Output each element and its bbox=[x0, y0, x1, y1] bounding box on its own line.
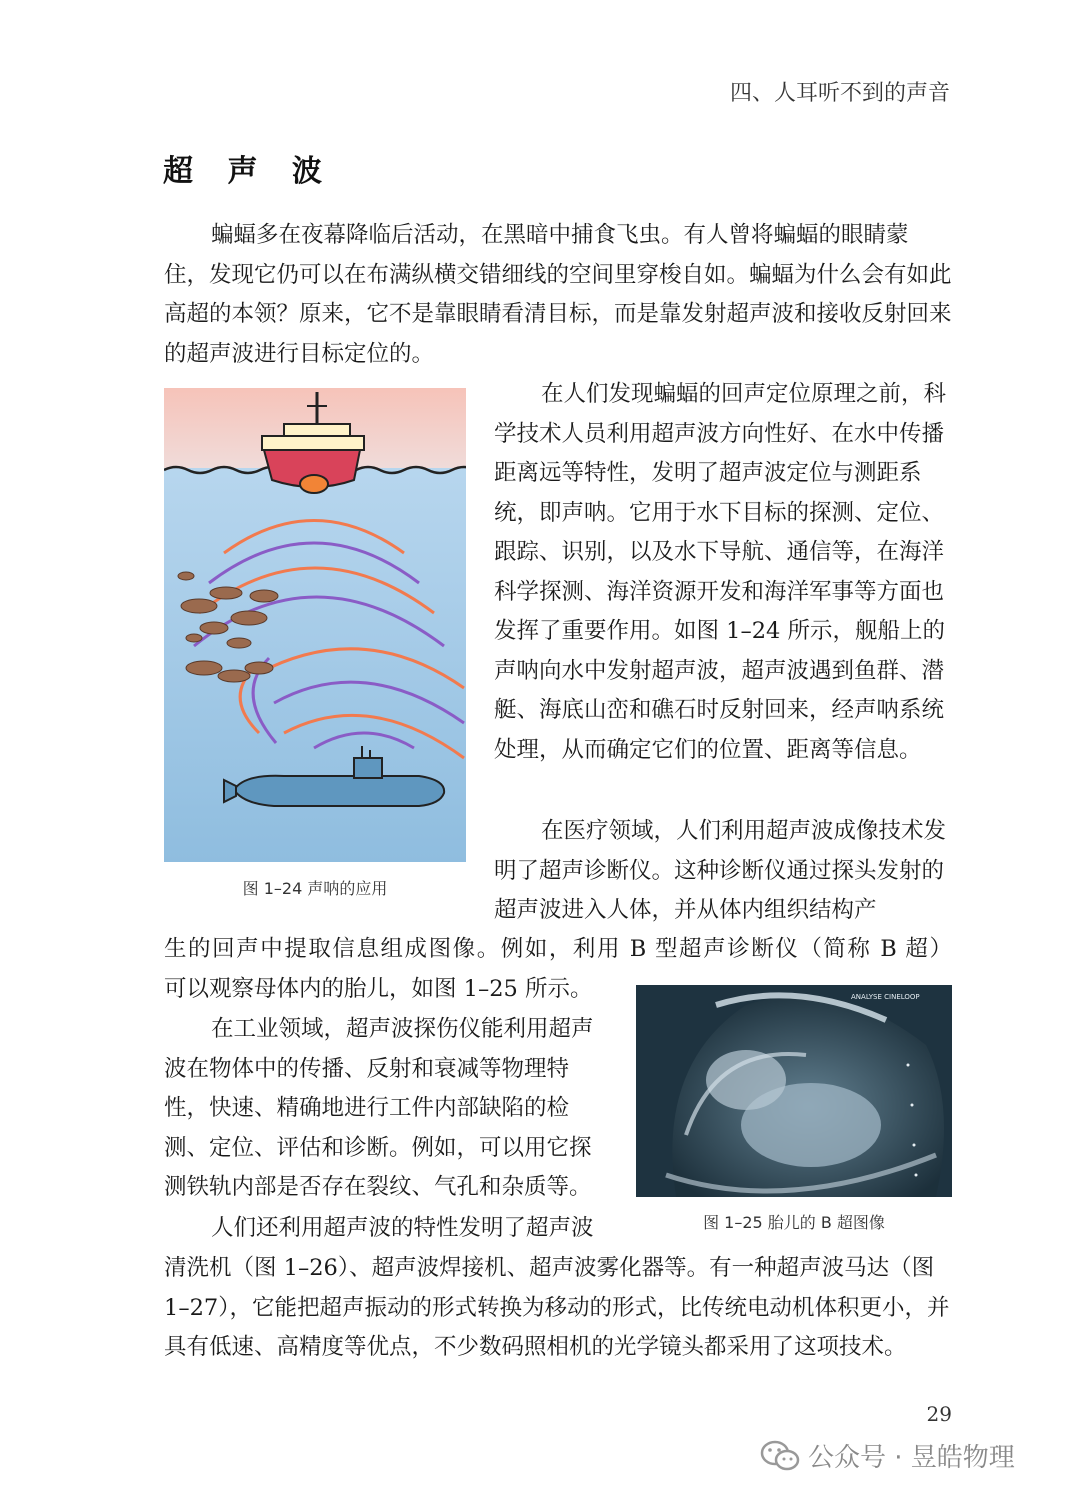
paragraph-medical: 在医疗领域，人们利用超声波成像技术发明了超声诊断仪。这种诊断仪通过探头发射的超声波进入人体，并从体内组织结构产 bbox=[494, 818, 947, 923]
paragraph-medical-cont: 生的回声中提取信息组成图像。例如，利用 B 型超声诊断仪（简称 B 超） bbox=[164, 936, 952, 962]
section-title: 超 声 波 bbox=[163, 154, 334, 189]
figure-caption-ultrasound: 图 1–25 胎儿的 B 超图像 bbox=[703, 1213, 885, 1232]
paragraph-sonar: 在人们发现蝙蝠的回声定位原理之前，科学技术人员利用超声波方向性好、在水中传播距离远等特性，发明了超声波定位与测距系统，即声呐。它用于水下目标的探测、定位、跟踪、识别，以及水下导航、通信等，在海洋科学探测、海洋资源开发和海洋军事等方面也发挥了重要作用。如图 1–24 所示，舰船上的声呐向水中发射超声波，超声波遇到鱼群、潜艇、海底山峦和礁石时反射回来，经声呐系统处理，从而确定它们的位置、距离等信息。 bbox=[494, 381, 947, 763]
paragraph-bats: 蝙蝠多在夜幕降临后活动，在黑暗中捕食飞虫。有人曾将蝙蝠的眼睛蒙住，发现它仍可以在布满纵横交错细线的空间里穿梭自如。蝙蝠为什么会有如此高超的本领？原来，它不是靠眼睛看清目标，而是靠发射超声波和接收反射回来的超声波进行目标定位的。 bbox=[164, 222, 952, 367]
page-number: 29 bbox=[926, 1402, 952, 1426]
sonar-figure bbox=[164, 388, 466, 862]
ultrasound-image bbox=[636, 985, 952, 1197]
chapter-header: 四、人耳听不到的声音 bbox=[729, 81, 950, 106]
figure-caption-sonar: 图 1–24 声呐的应用 bbox=[242, 879, 388, 898]
sonar-illustration bbox=[164, 388, 466, 862]
watermark-text: 公众号 · 昱皓物理 bbox=[808, 1443, 1015, 1473]
paragraph-industrial: 在工业领域，超声波探伤仪能利用超声波在物体中的传播、反射和衰减等物理特性，快速、精确地进行工件内部缺陷的检测、定位、评估和诊断。例如，可以用它探测铁轨内部是否存在裂纹、气孔和杂质等。 bbox=[164, 1016, 594, 1200]
watermark bbox=[760, 1437, 1060, 1474]
paragraph-medical-end: 可以观察母体内的胎儿，如图 1–25 所示。 bbox=[164, 976, 593, 1002]
wechat-icon bbox=[760, 1439, 800, 1473]
ultrasound-overlay-text: ANALYSE CINELOOP bbox=[851, 993, 920, 1001]
ultrasound-figure bbox=[636, 985, 952, 1197]
paragraph-other-uses: 人们还利用超声波的特性发明了超声波 bbox=[211, 1215, 594, 1241]
paragraph-other-uses-cont: 清洗机（图 1–26）、超声波焊接机、超声波雾化器等。有一种超声波马达（图 1–27），它能把超声振动的形式转换为移动的形式，比传统电动机体积更小，并具有低速、高精度等优点，不少数码照相机的光学镜头都采用了这项技术。 bbox=[164, 1255, 950, 1360]
